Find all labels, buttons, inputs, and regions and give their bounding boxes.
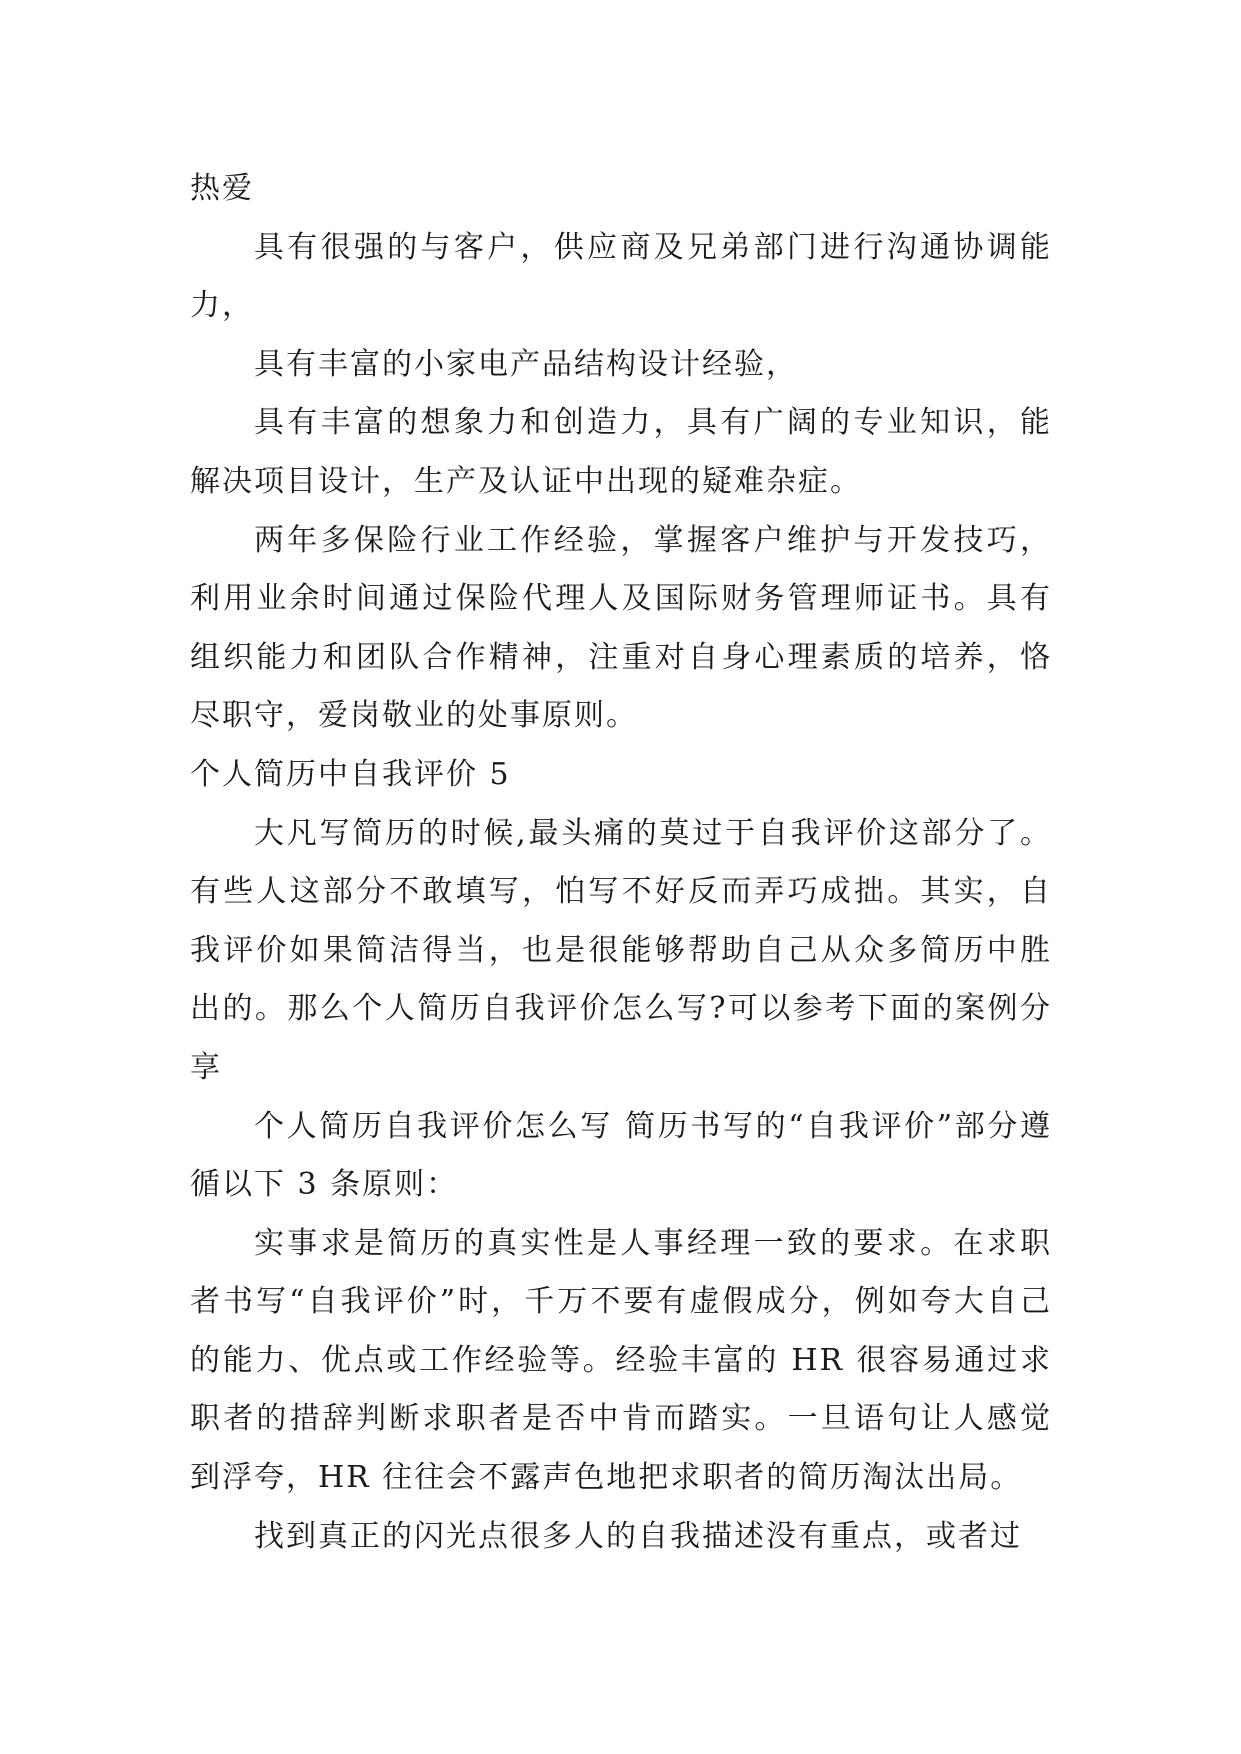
paragraph-heading-continuation: 热爱: [190, 171, 254, 206]
paragraph-highlights: 找到真正的闪光点很多人的自我描述没有重点，或者过: [254, 1518, 1022, 1554]
paragraph-intro: 大凡写简历的时候,最头痛的莫过于自我评价这部分了。有些人这部分不敢填写，怕写不好反而弄巧成拙。其实，自我评价如果简洁得当，也是很能够帮助自己从众多简历中胜出的。那么个人简历自我评价怎么写?可以参考下面的案例分享: [190, 815, 1052, 1085]
section-heading: 个人简历中自我评价 5: [190, 756, 511, 792]
paragraph-communication: 具有很强的与客户，供应商及兄弟部门进行沟通协调能力，: [190, 229, 1052, 324]
paragraph-truthfulness: 实事求是简历的真实性是人事经理一致的要求。在求职者书写“自我评价”时，千万不要有虚假成分，例如夸大自己的能力、优点或工作经验等。经验丰富的 HR 很容易通过求职者的措辞判断求职者是否中肯而踏实。一旦语句让人感觉到浮夸，HR 往往会不露声色地把求职者的简历淘汰出局。: [190, 1225, 1052, 1496]
paragraph-creativity: 具有丰富的想象力和创造力，具有广阔的专业知识，能解决项目设计，生产及认证中出现的疑难杂症。: [190, 405, 1052, 499]
paragraph-design-experience: 具有丰富的小家电产品结构设计经验，: [254, 346, 798, 382]
paragraph-insurance-experience: 两年多保险行业工作经验，掌握客户维护与开发技巧，利用业余时间通过保险代理人及国际财务管理师证书。具有组织能力和团队合作精神，注重对自身心理素质的培养，恪尽职守，爱岗敬业的处事原则。: [190, 522, 1052, 734]
paragraph-principles: 个人简历自我评价怎么写 简历书写的“自我评价”部分遵循以下 3 条原则：: [190, 1108, 1052, 1203]
document-body: [190, 160, 1052, 1566]
